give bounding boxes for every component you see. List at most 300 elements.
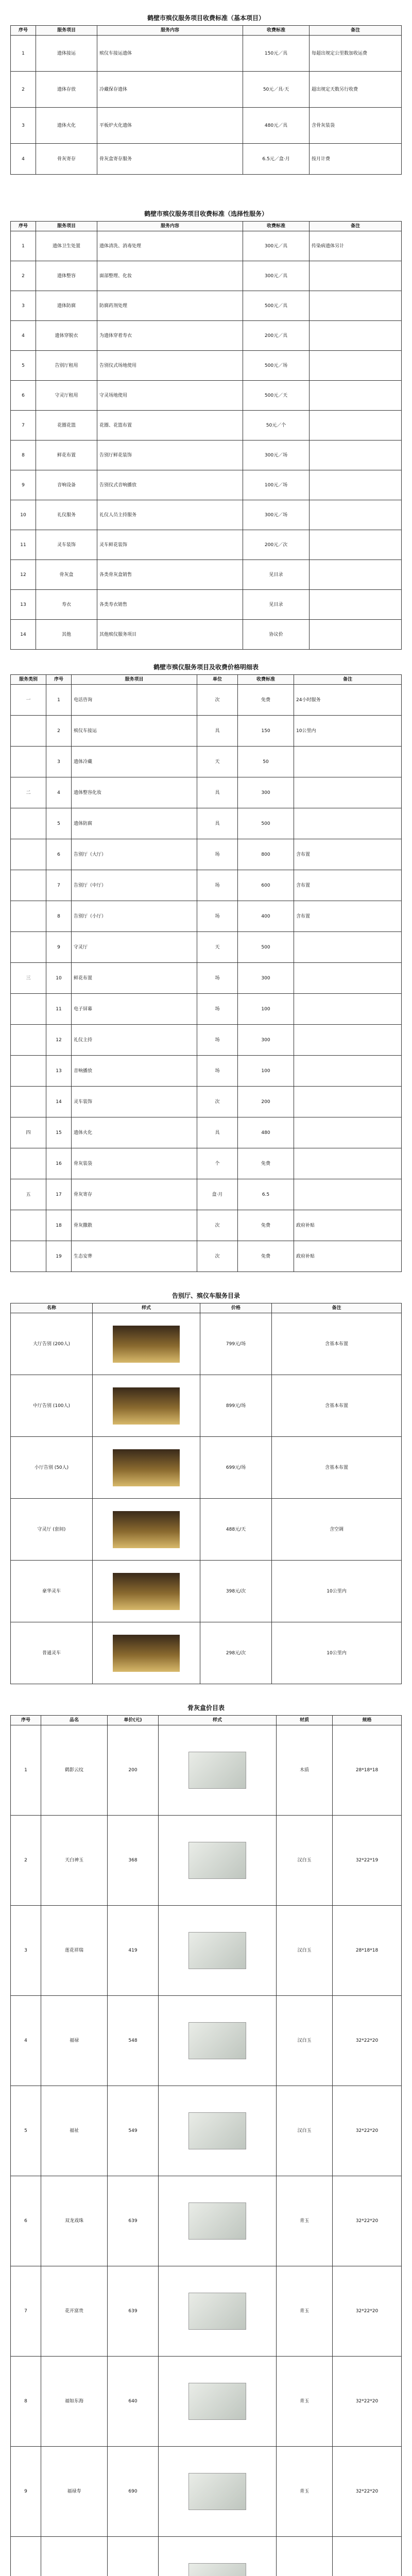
cell: [310, 351, 402, 381]
cell: 汉白玉: [277, 2086, 333, 2176]
cell: 福祉: [41, 2086, 108, 2176]
cell: 3: [11, 1906, 41, 1996]
table-header-row: [11, 1303, 402, 1313]
cell: 为遗体穿着寿衣: [97, 321, 243, 351]
cell: [277, 2537, 333, 2576]
cell: 电话咨询: [72, 685, 197, 716]
optional-fee-section: [10, 206, 402, 650]
cell: [310, 620, 402, 650]
cell: 免费: [238, 1210, 294, 1241]
cell: 遗体卫生处置: [36, 231, 97, 261]
cell: 3: [11, 291, 36, 321]
cell: 8: [11, 440, 36, 470]
cell: 政府补贴: [294, 1241, 402, 1272]
cell: 400: [238, 901, 294, 932]
cell: [108, 2537, 159, 2576]
table-row: [11, 808, 402, 839]
cell: 含基本布置: [272, 1313, 402, 1375]
hall-photo: [113, 1326, 180, 1363]
cell: 木质: [277, 1725, 333, 1816]
cell: [11, 870, 46, 901]
cell: 含布置: [294, 839, 402, 870]
cell: 200元／次: [243, 530, 310, 560]
cell: [159, 1996, 277, 2086]
cell: [294, 1148, 402, 1179]
table-row: [11, 590, 402, 620]
cell: 1: [11, 231, 36, 261]
cell: 28*18*18: [333, 1906, 402, 1996]
table-row: [11, 2537, 402, 2576]
cell: 骨灰盒寄存服务: [97, 144, 243, 175]
table-row: [11, 2086, 402, 2176]
cell: 300元／场: [243, 500, 310, 530]
cell: 天白神玉: [41, 1816, 108, 1906]
cell: [159, 2176, 277, 2266]
cell: 32*22*19: [333, 1816, 402, 1906]
cell: 32*22*20: [333, 2447, 402, 2537]
cell: 礼仪人员主持服务: [97, 500, 243, 530]
cell: 骨灰撒散: [72, 1210, 197, 1241]
cell: 礼仪服务: [36, 500, 97, 530]
cell: [310, 321, 402, 351]
cell: 免费: [238, 1241, 294, 1272]
table-row: [11, 747, 402, 777]
table-row: [11, 36, 402, 72]
cell: [11, 932, 46, 963]
cell: 100元／场: [243, 470, 310, 500]
cell: 殡仪车接运遗体: [97, 36, 243, 72]
urn-photo: [188, 2022, 246, 2059]
cell: 遗体清洗、消毒处理: [97, 231, 243, 261]
cell: 4: [46, 777, 72, 808]
cell: 10公里内: [272, 1622, 402, 1684]
cell: [93, 1499, 200, 1561]
cell: [294, 1025, 402, 1056]
hall-photo: [113, 1635, 180, 1672]
cell: 11: [46, 994, 72, 1025]
cell: 鲜花布置: [72, 963, 197, 994]
table-row: [11, 500, 402, 530]
table-row: [11, 560, 402, 590]
cell: [294, 994, 402, 1025]
price-detail-section: [10, 659, 402, 1272]
cell: 899元/场: [200, 1375, 272, 1437]
cell: [11, 1241, 46, 1272]
cell: 遗体火化: [72, 1117, 197, 1148]
cell: 其他殡仪服务项目: [97, 620, 243, 650]
hall-photo: [113, 1511, 180, 1548]
cell: 10: [11, 500, 36, 530]
table-row: [11, 1025, 402, 1056]
cell: 场: [197, 1056, 238, 1087]
col-header: 服务项目: [72, 675, 197, 685]
table-row: [11, 1087, 402, 1117]
table-header-row: [11, 1716, 402, 1725]
table-row: [11, 411, 402, 440]
cell: 场: [197, 901, 238, 932]
col-header: 序号: [11, 26, 36, 36]
table-row: [11, 901, 402, 932]
cell: [159, 2357, 277, 2447]
cell: 548: [108, 1996, 159, 2086]
col-header: 服务类别: [11, 675, 46, 685]
cell: 见目录: [243, 560, 310, 590]
urn-photo: [188, 1752, 246, 1789]
table-row: [11, 1375, 402, 1437]
cell: 平板炉火化遗体: [97, 108, 243, 144]
cell: 具: [197, 716, 238, 747]
cell: 6: [11, 2176, 41, 2266]
urn-photo: [188, 2202, 246, 2240]
cell: 灵车装饰: [36, 530, 97, 560]
cell: 面部整理、化妆: [97, 261, 243, 291]
table-row: [11, 2357, 402, 2447]
cell: [11, 1210, 46, 1241]
cell: 次: [197, 1241, 238, 1272]
table-row: [11, 144, 402, 175]
cell: [159, 1816, 277, 1906]
cell: 福禄寿: [41, 2447, 108, 2537]
urn-photo: [188, 2383, 246, 2420]
cell: 各类寿衣销售: [97, 590, 243, 620]
cell: [294, 1179, 402, 1210]
section-title: 鹤壁市殡仪服务项目收费标准（选择性服务）: [144, 210, 268, 217]
col-header: 单价(元): [108, 1716, 159, 1725]
cell: 汉白玉: [277, 1996, 333, 2086]
cell: 5: [46, 808, 72, 839]
cell: 5: [11, 2086, 41, 2176]
cell: 含基本布置: [272, 1375, 402, 1437]
col-header: 材质: [277, 1716, 333, 1725]
cell: 50元／具·天: [243, 72, 310, 108]
table-row: [11, 2447, 402, 2537]
cell: 告别仪式音响播放: [97, 470, 243, 500]
urn-price-section: [10, 1700, 402, 2576]
hall-vehicle-table: [10, 1303, 402, 1684]
cell: 告别厅（小厅）: [72, 901, 197, 932]
cell: 6.5元／盒·月: [243, 144, 310, 175]
cell: 福如东海: [41, 2357, 108, 2447]
table-row: [11, 685, 402, 716]
cell: 480元／具: [243, 108, 310, 144]
col-header: 序号: [46, 675, 72, 685]
cell: 200元／具: [243, 321, 310, 351]
cell: [294, 747, 402, 777]
urn-photo: [188, 1842, 246, 1879]
cell: 15: [46, 1117, 72, 1148]
cell: 9: [11, 2447, 41, 2537]
cell: 含布置: [294, 870, 402, 901]
cell: [294, 932, 402, 963]
cell: 遗体整容化妆: [72, 777, 197, 808]
cell: 150: [238, 716, 294, 747]
cell: 500元／场: [243, 351, 310, 381]
cell: [310, 530, 402, 560]
cell: [11, 716, 46, 747]
cell: 普通灵车: [11, 1622, 93, 1684]
cell: 超出规定天数另行收费: [310, 72, 402, 108]
cell: 100: [238, 1056, 294, 1087]
table-row: [11, 1148, 402, 1179]
cell: 个: [197, 1148, 238, 1179]
cell: 8: [11, 2357, 41, 2447]
cell: 500: [238, 808, 294, 839]
cell: 一: [11, 685, 46, 716]
cell: 鲜花布置: [36, 440, 97, 470]
cell: 32*22*20: [333, 2176, 402, 2266]
cell: [11, 2537, 41, 2576]
cell: 遗体整容: [36, 261, 97, 291]
cell: 四: [11, 1117, 46, 1148]
cell: 398元/次: [200, 1561, 272, 1622]
table-row: [11, 1313, 402, 1375]
cell: 场: [197, 963, 238, 994]
cell: 1: [46, 685, 72, 716]
table-row: [11, 994, 402, 1025]
cell: 300元／具: [243, 261, 310, 291]
cell: 具: [197, 1117, 238, 1148]
cell: [310, 440, 402, 470]
cell: 18: [46, 1210, 72, 1241]
cell: [11, 994, 46, 1025]
urn-photo: [188, 2473, 246, 2510]
cell: [93, 1561, 200, 1622]
cell: 花圈花篮: [36, 411, 97, 440]
table-row: [11, 1117, 402, 1148]
cell: 300元／具: [243, 231, 310, 261]
cell: 遗体防腐: [72, 808, 197, 839]
cell: 2: [11, 72, 36, 108]
cell: 骨灰寄存: [36, 144, 97, 175]
cell: [11, 808, 46, 839]
cell: 799元/场: [200, 1313, 272, 1375]
cell: 488元/天: [200, 1499, 272, 1561]
cell: [310, 381, 402, 411]
cell: 16: [46, 1148, 72, 1179]
cell: 按月计费: [310, 144, 402, 175]
cell: [11, 839, 46, 870]
cell: 音响设备: [36, 470, 97, 500]
col-header: 服务内容: [97, 222, 243, 231]
col-header: 规格: [333, 1716, 402, 1725]
cell: 500元／天: [243, 381, 310, 411]
cell: 寿衣: [36, 590, 97, 620]
table-row: [11, 1056, 402, 1087]
col-header: 样式: [159, 1716, 277, 1725]
cell: 14: [11, 620, 36, 650]
cell: [294, 963, 402, 994]
cell: [41, 2537, 108, 2576]
section-title: 鹤壁市殡仪服务项目及收费价格明细表: [153, 664, 259, 671]
cell: 17: [46, 1179, 72, 1210]
cell: 300元／场: [243, 440, 310, 470]
cell: 32*22*20: [333, 2266, 402, 2357]
cell: 殡仪车接运: [72, 716, 197, 747]
col-header: 收费标准: [238, 675, 294, 685]
cell: 告别厅（中厅）: [72, 870, 197, 901]
price-detail-table: [10, 674, 402, 1272]
table-row: [11, 932, 402, 963]
table-row: [11, 231, 402, 261]
cell: 368: [108, 1816, 159, 1906]
cell: 500: [238, 932, 294, 963]
section-title: 鹤壁市殡仪服务项目收费标准（基本项目）: [147, 14, 265, 22]
basic-fee-section: [10, 10, 402, 175]
cell: 699元/场: [200, 1437, 272, 1499]
cell: 见目录: [243, 590, 310, 620]
cell: 政府补贴: [294, 1210, 402, 1241]
cell: 遗体冷藏: [72, 747, 197, 777]
cell: [93, 1437, 200, 1499]
cell: 100: [238, 994, 294, 1025]
cell: 含基本布置: [272, 1437, 402, 1499]
cell: 1: [11, 1725, 41, 1816]
table-row: [11, 1816, 402, 1906]
cell: 6: [11, 381, 36, 411]
cell: 14: [46, 1087, 72, 1117]
cell: 场: [197, 870, 238, 901]
cell: 549: [108, 2086, 159, 2176]
col-header: 序号: [11, 222, 36, 231]
cell: 200: [238, 1087, 294, 1117]
cell: 含布置: [294, 901, 402, 932]
cell: 盒·月: [197, 1179, 238, 1210]
table-row: [11, 1241, 402, 1272]
cell: 19: [46, 1241, 72, 1272]
cell: 32*22*20: [333, 1996, 402, 2086]
cell: 汉白玉: [277, 1816, 333, 1906]
cell: 300: [238, 777, 294, 808]
cell: [310, 560, 402, 590]
cell: 419: [108, 1906, 159, 1996]
cell: [294, 1087, 402, 1117]
cell: 告别厅鲜花装饰: [97, 440, 243, 470]
basic-fee-table: [10, 25, 402, 175]
cell: 天: [197, 932, 238, 963]
cell: 480: [238, 1117, 294, 1148]
cell: 告别厅租用: [36, 351, 97, 381]
cell: 1: [11, 36, 36, 72]
cell: 免费: [238, 1148, 294, 1179]
table-row: [11, 2176, 402, 2266]
cell: 600: [238, 870, 294, 901]
col-header: 收费标准: [243, 222, 310, 231]
cell: 汉白玉: [277, 1906, 333, 1996]
cell: 青玉: [277, 2357, 333, 2447]
table-row: [11, 261, 402, 291]
cell: 其他: [36, 620, 97, 650]
cell: [159, 2086, 277, 2176]
cell: 32*22*20: [333, 2086, 402, 2176]
cell: [294, 808, 402, 839]
cell: 花开富贵: [41, 2266, 108, 2357]
table-row: [11, 351, 402, 381]
cell: 50元／个: [243, 411, 310, 440]
cell: 6.5: [238, 1179, 294, 1210]
cell: 传染病遗体另计: [310, 231, 402, 261]
cell: 639: [108, 2266, 159, 2357]
cell: 4: [11, 1996, 41, 2086]
cell: 骨灰装袋: [72, 1148, 197, 1179]
cell: 电子屏幕: [72, 994, 197, 1025]
cell: [159, 2266, 277, 2357]
table-row: [11, 963, 402, 994]
cell: [11, 901, 46, 932]
cell: 4: [11, 144, 36, 175]
cell: [11, 1056, 46, 1087]
cell: 场: [197, 1025, 238, 1056]
cell: 12: [46, 1025, 72, 1056]
table-header-row: [11, 26, 402, 36]
cell: [159, 2447, 277, 2537]
cell: 场: [197, 839, 238, 870]
cell: 二: [11, 777, 46, 808]
col-header: 收费标准: [243, 26, 310, 36]
table-row: [11, 440, 402, 470]
cell: 7: [11, 411, 36, 440]
cell: [294, 1056, 402, 1087]
col-header: 服务项目: [36, 26, 97, 36]
cell: 次: [197, 1087, 238, 1117]
cell: [310, 411, 402, 440]
table-row: [11, 470, 402, 500]
cell: 音响播放: [72, 1056, 197, 1087]
cell: 中厅告别 (100人): [11, 1375, 93, 1437]
cell: 300: [238, 963, 294, 994]
cell: 10公里内: [294, 716, 402, 747]
col-header: 样式: [93, 1303, 200, 1313]
cell: 50: [238, 747, 294, 777]
cell: [159, 1906, 277, 1996]
urn-price-table: [10, 1715, 402, 2576]
hall-photo: [113, 1449, 180, 1486]
table-row: [11, 72, 402, 108]
cell: [159, 1725, 277, 1816]
cell: 场: [197, 994, 238, 1025]
urn-photo: [188, 1932, 246, 1969]
table-row: [11, 839, 402, 870]
table-row: [11, 777, 402, 808]
col-header: 名称: [11, 1303, 93, 1313]
col-header: 服务内容: [97, 26, 243, 36]
cell: 青玉: [277, 2266, 333, 2357]
table-row: [11, 1622, 402, 1684]
table-row: [11, 870, 402, 901]
cell: 花圈、花篮布置: [97, 411, 243, 440]
cell: 具: [197, 777, 238, 808]
table-row: [11, 108, 402, 144]
cell: 13: [46, 1056, 72, 1087]
table-row: [11, 716, 402, 747]
table-row: [11, 1561, 402, 1622]
cell: 7: [11, 2266, 41, 2357]
cell: [93, 1622, 200, 1684]
urn-photo: [188, 2563, 246, 2576]
col-header: 价格: [200, 1303, 272, 1313]
cell: 5: [11, 351, 36, 381]
cell: 鹤影云纹: [41, 1725, 108, 1816]
cell: 32*22*20: [333, 2357, 402, 2447]
col-header: 服务项目: [36, 222, 97, 231]
cell: 4: [11, 321, 36, 351]
hall-vehicle-section: [10, 1288, 402, 1684]
cell: [333, 2537, 402, 2576]
section-title: 告别厅、殡仪车服务目录: [171, 1292, 240, 1299]
cell: [310, 470, 402, 500]
optional-fee-table: [10, 221, 402, 650]
cell: 8: [46, 901, 72, 932]
cell: 690: [108, 2447, 159, 2537]
